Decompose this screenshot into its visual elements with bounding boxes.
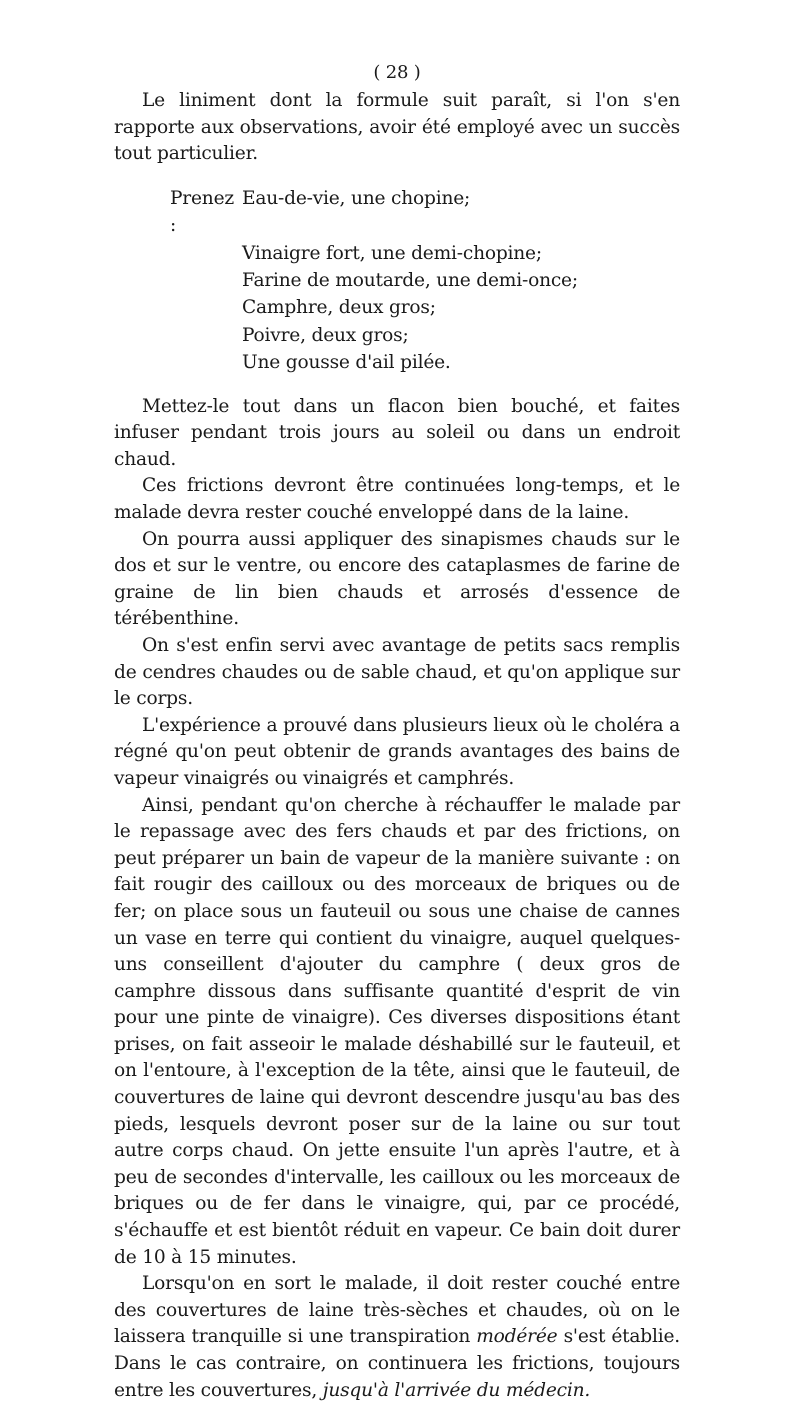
final-text: Lorsqu'on en sort le malade, il doit rester couché entre des couvertures de laine très-sèches et chaudes, où on le laissera tranquille si une transpiration (114, 1273, 680, 1348)
recipe-item (170, 185, 680, 240)
book-page (114, 60, 680, 1404)
recipe-item (170, 322, 680, 349)
emphasis-moderee: modérée (476, 1326, 558, 1348)
final-text: s'est établie. Dans le cas contraire, on continuera les frictions, toujours entre les couvertures, (114, 1326, 681, 1401)
intro-paragraph: Le liniment dont la formule suit paraît, si l'on s'en rapporte aux observations, avoir été employé avec un succès tout particulier. (114, 90, 680, 165)
recipe-item (170, 240, 680, 267)
body-paragraph: L'expérience a prouvé dans plusieurs lieux où le choléra a régné qu'on peut obtenir de grands avantages des bains de vapeur vinaigrés ou vinaigrés et camphrés. (114, 714, 680, 789)
recipe-item-text: Camphre, deux gros; (242, 297, 436, 319)
final-paragraph (114, 1271, 680, 1404)
recipe-item-text: Eau-de-vie, une chopine; (242, 187, 471, 209)
body-paragraph: On pourra aussi appliquer des sinapismes chauds sur le dos et sur le ventre, ou encore des cataplasmes de farine de graine de lin bien chauds et arrosés d'essence de térébenthine. (114, 528, 680, 630)
recipe-item-text: Vinaigre fort, une demi-chopine; (242, 242, 542, 264)
recipe-item-text: Poivre, deux gros; (242, 324, 409, 346)
body-paragraph: Ces frictions devront être continuées long-temps, et le malade devra rester couché enveloppé dans de la laine. (114, 475, 680, 523)
recipe-item (170, 267, 680, 294)
body-paragraph: On s'est enfin servi avec avantage de petits sacs remplis de cendres chaudes ou de sable chaud, et qu'on applique sur le corps. (114, 634, 680, 710)
recipe-item (170, 349, 680, 376)
recipe-item-text: Une gousse d'ail pilée. (242, 352, 451, 374)
recipe-lead: Prenez : (170, 187, 234, 237)
emphasis-closing: jusqu'à l'arrivée du médecin. (322, 1379, 591, 1401)
page-number: ( 28 ) (373, 62, 421, 83)
recipe-item (170, 294, 680, 321)
recipe-item-text: Farine de moutarde, une demi-once; (242, 270, 578, 291)
body-paragraph: Ainsi, pendant qu'on cherche à réchauffer le malade par le repassage avec des fers chauds et par des frictions, on peut préparer un bain de vapeur de la manière suivante : on fait rougir des cailloux ou des morceaux de briques ou de fer; on place sous un fauteuil ou sous une chaise de cannes un vase en terre qui contient du vinaigre, auquel quelques-uns conseillent d'ajouter du camphre ( deux gros de camphre dissous dans suffisante quantité d'esprit de vin pour une pinte de vinaigre). Ces diverses dispositions étant prises, on fait asseoir le malade déshabillé sur le fauteuil, et on l'entoure, à l'exception de la tête, ainsi que le fauteuil, de couvertures de laine qui devront descendre jusqu'au bas des pieds, lesquels devront poser sur de la laine ou sur tout autre corps chaud. On jette ensuite l'un après l'autre, et à peu de secondes d'intervalle, les cailloux ou les morceaux de briques ou de fer dans le vinaigre, qui, par ce procédé, s'échauffe et est bientôt réduit en vapeur. Ce bain doit durer de 10 à 15 minutes. (114, 794, 680, 1268)
body-paragraph: Mettez-le tout dans un flacon bien bouché, et faites infuser pendant trois jours au soleil ou dans un endroit chaud. (114, 395, 680, 470)
recipe-list (170, 185, 680, 377)
